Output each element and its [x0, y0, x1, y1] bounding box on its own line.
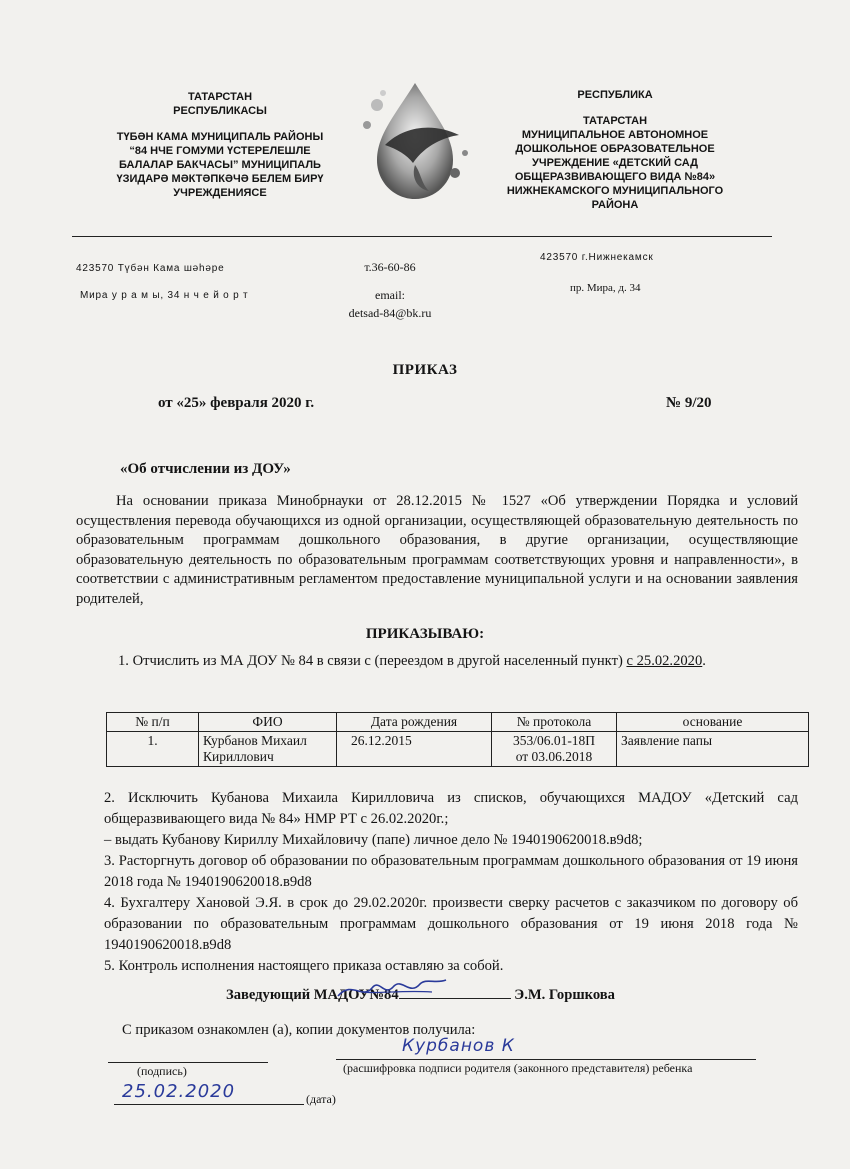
header-left-line: ҮЗИДАРӘ МӘКТӘПКӘЧӘ БЕЛЕМ БИРҮ [116, 173, 324, 185]
header-left-line: ТҮБӘН КАМА МУНИЦИПАЛЬ РАЙОНЫ [116, 131, 324, 143]
header-right-line: РАЙОНА [591, 199, 639, 211]
header-right-line: МУНИЦИПАЛЬНОЕ АВТОНОМНОЕ [521, 129, 709, 141]
protocol-date: от 03.06.2018 [515, 749, 593, 764]
address-left-street: Мира у р а м ы, 34 н ч е й о р т [80, 290, 249, 301]
signature-caption: (подпись) [137, 1064, 187, 1078]
decode-caption: (расшифровка подписи родителя (законного представителя) ребенка [343, 1061, 693, 1075]
signature-position: Заведующий МАДОУ№84 [226, 987, 399, 1003]
table-cell-basis: Заявление папы [617, 732, 809, 767]
handwritten-parent-name: Курбанов К [402, 1036, 515, 1056]
table-header-cell: № протокола [492, 713, 617, 732]
signature-name: Э.М. Горшкова [514, 987, 615, 1003]
header-left-line: БАЛАЛАР БАКЧАСЫ” МУНИЦИПАЛЬ [119, 159, 321, 171]
contact-phone-email [330, 258, 450, 322]
header-left-line: УЧРЕЖДЕНИЯСЕ [173, 187, 267, 199]
header-right-line: НИЖНЕКАМСКОГО МУНИЦИПАЛЬНОГО [506, 185, 724, 197]
phone-number: т.36-60-86 [364, 260, 416, 274]
order-item-2-sub: – выдать Кубанову Кириллу Михайловичу (папе) личное дело № 1940190620018.в9d8; [104, 832, 643, 848]
order-item-2: 2. Исключить Кубанова Михаила Кирилловича из списков, обучающихся МАДОУ «Детский сад общеразвивающего вида № 84» НМР РТ с 26.02.2020г.; [104, 790, 798, 827]
header-left-tatar [95, 90, 345, 200]
table-header-row [107, 713, 809, 732]
table-cell-birth: 26.12.2015 [337, 732, 492, 767]
order-item-1 [104, 652, 798, 672]
header-left-line: РЕСПУБЛИКАСЫ [173, 105, 267, 117]
header-right-line: УЧРЕЖДЕНИЕ «ДЕТСКИЙ САД [532, 157, 698, 169]
table-header-cell: ФИО [199, 713, 337, 732]
order-keyword: ПРИКАЗЫВАЮ: [365, 626, 485, 642]
address-right-city: 423570 г.Нижнекамск [540, 252, 654, 263]
acknowledgement-text: С приказом ознакомлен (а), копии документов получила: [122, 1022, 476, 1038]
header-right-line: ДОШКОЛЬНОЕ ОБРАЗОВАТЕЛЬНОЕ [515, 143, 715, 155]
students-table [106, 712, 809, 767]
address-right-street: пр. Мира, д. 34 [570, 282, 641, 294]
date-caption: (дата) [306, 1092, 336, 1106]
preamble-paragraph: На основании приказа Минобрнауки от 28.12.2015 № 1527 «Об утверждении Порядка и условий осуществления перевода обучающихся из одной организации, осуществляющей образовательную деятельность по образовательным программам дошкольного образования, в другие организации, осуществляющие образовательную деятельность по образовательным программам соответствующих уровня и направленности», в соответствии с административным регламентом предоставление муниципальной услуги и на основании заявления родителей, [76, 493, 798, 607]
address-left-city: 423570 Түбән Кама шәһәре [76, 263, 225, 274]
table-cell-fio: Курбанов Михаил Кириллович [199, 732, 337, 767]
order-item-3: 3. Расторгнуть договор об образовании по образовательным программам дошкольного образования от 19 июня 2018 года № 1940190620018.в9d8 [104, 853, 798, 890]
header-right-line: ОБЩЕРАЗВИВАЮЩЕГО ВИДА №84» [514, 171, 716, 183]
document-title: ПРИКАЗ [392, 362, 458, 378]
email-address: detsad-84@bk.ru [348, 306, 432, 320]
table-header-cell: основание [617, 713, 809, 732]
order-items [104, 788, 798, 977]
date-line [114, 1104, 304, 1105]
order-item-5: 5. Контроль исполнения настоящего приказа оставляю за собой. [104, 958, 504, 974]
header-left-line: ТАТАРСТАН [187, 91, 253, 103]
header-left-line: “84 НЧЕ ГОМУМИ ҮСТЕРЕЛЕШЛЕ [129, 145, 311, 157]
header-right-line: ТАТАРСТАН [582, 115, 648, 127]
header-right-russian [490, 88, 740, 212]
order-date: от «25» февраля 2020 г. [158, 395, 315, 411]
handwritten-date: 25.02.2020 [122, 1081, 236, 1102]
order-item-1-end: . [702, 653, 706, 669]
decode-line [336, 1059, 756, 1060]
kindergarten-logo-icon [355, 75, 475, 205]
handwritten-signature [332, 970, 452, 1010]
table-header-cell: Дата рождения [337, 713, 492, 732]
header-divider [72, 236, 772, 237]
protocol-number: 353/06.01-18П [512, 733, 596, 748]
table-header-cell: № п/п [107, 713, 199, 732]
order-subject: «Об отчислении из ДОУ» [120, 461, 291, 477]
signature-line [108, 1062, 268, 1063]
table-row [107, 732, 809, 767]
order-item-4: 4. Бухгалтеру Хановой Э.Я. в срок до 29.02.2020г. произвести сверку расчетов с заказчиком по договору об образовании по образовательным программам дошкольного образования от 19 июня 2018 года № 1940190620018.в9d8 [104, 895, 798, 953]
order-item-1-text: 1. Отчислить из МА ДОУ № 84 в связи с (переездом в другой населенный пункт) [118, 653, 623, 669]
email-label: email: [375, 288, 405, 302]
order-item-1-date: с 25.02.2020 [626, 653, 703, 669]
order-number: № 9/20 [666, 395, 712, 411]
table-cell-protocol [492, 732, 617, 767]
table-cell-num: 1. [107, 732, 199, 767]
header-right-line: РЕСПУБЛИКА [577, 89, 653, 101]
